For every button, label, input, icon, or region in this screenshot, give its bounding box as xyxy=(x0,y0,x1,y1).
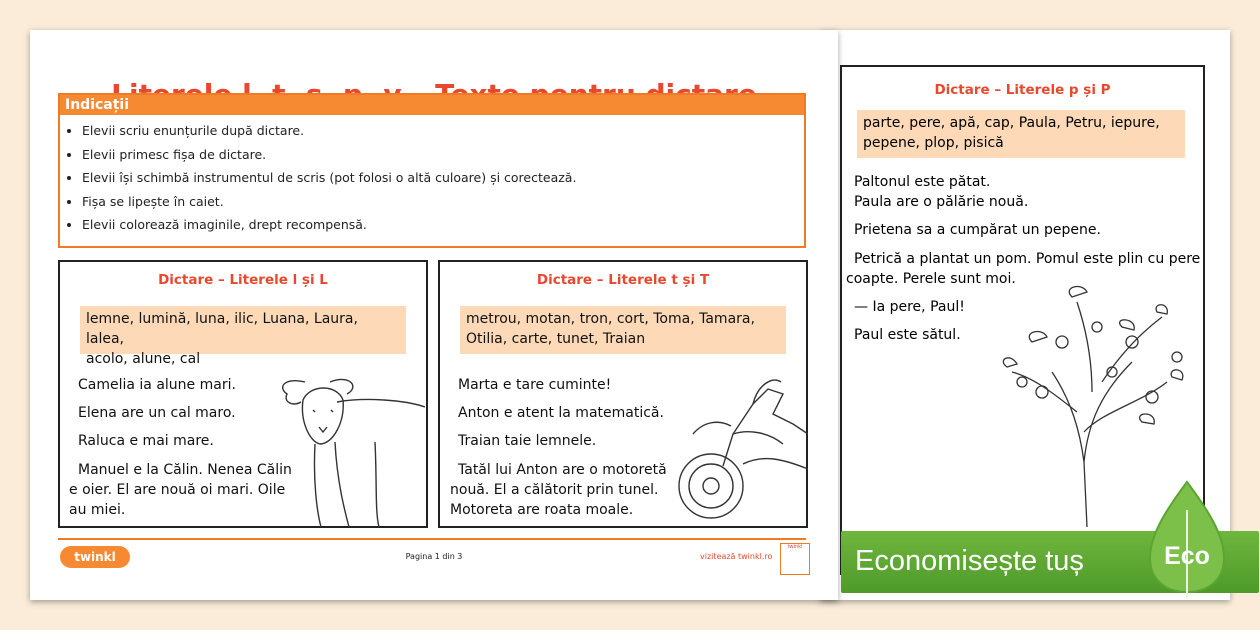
list-item: • Elevii scriu enunțurile după dictare. xyxy=(82,119,804,143)
sentence: Manuel e la Călin. Nenea Călin xyxy=(78,462,292,478)
sentence: Camelia ia alune mari. xyxy=(78,377,236,393)
sentence: Paltonul este pătat. xyxy=(854,174,991,190)
word-list xyxy=(857,110,1185,158)
sentence: e oier. El are nouă oi mari. Oile xyxy=(69,482,286,498)
sentence: Anton e atent la matematică. xyxy=(458,405,664,421)
visit-link[interactable]: vizitează twinkl.ro xyxy=(700,552,773,561)
motorcycle-illustration xyxy=(673,374,808,524)
list-item: • Elevii colorează imaginile, drept recompensă. xyxy=(82,213,804,237)
box-title: Dictare – Literele l și L xyxy=(158,272,328,288)
sentence: Petrică a plantat un pom. Pomul este plin cu pere xyxy=(854,251,1201,267)
box-title: Dictare – Literele p și P xyxy=(934,82,1111,98)
sentence: Paul este sătul. xyxy=(854,327,961,343)
dictation-box-l xyxy=(58,260,428,528)
sentence: Tatăl lui Anton are o motoretă xyxy=(458,462,667,478)
indications-list xyxy=(60,119,804,237)
twinkl-logo: twinkl xyxy=(60,546,130,568)
word-list-line: pepene, plop, pisică xyxy=(863,135,1004,151)
sentence: Paula are o pălărie nouă. xyxy=(854,194,1029,210)
sentence: Marta e tare cuminte! xyxy=(458,377,612,393)
list-item: • Fișa se lipește în caiet. xyxy=(82,190,804,214)
word-list xyxy=(80,306,406,367)
sentence: Prietena sa a cumpărat un pepene. xyxy=(854,222,1101,238)
footer-divider xyxy=(58,538,806,540)
twinkl-badge: twinkl xyxy=(780,543,810,575)
word-list xyxy=(460,306,786,354)
word-list-line: parte, pere, apă, cap, Paula, Petru, iepure, xyxy=(863,115,1160,131)
sentence: Elena are un cal maro. xyxy=(78,405,236,421)
dictation-box-t xyxy=(438,260,808,528)
word-list-line: acolo, alune, cal xyxy=(86,351,201,367)
list-item: • Elevii își schimbă instrumentul de scris (pot folosi o altă culoare) și corectează. xyxy=(82,166,804,190)
word-list-line: Otilia, carte, tunet, Traian xyxy=(466,331,646,347)
sentence: nouă. El a călătorit prin tunel. xyxy=(450,482,659,498)
worksheet-page-1 xyxy=(30,30,838,600)
indications-panel xyxy=(58,93,806,248)
sentence: — Ia pere, Paul! xyxy=(854,299,965,315)
sentence: Raluca e mai mare. xyxy=(78,433,214,449)
sentence: Motoreta are roata moale. xyxy=(450,502,634,518)
eco-leaf-icon xyxy=(1148,480,1226,598)
page-number: Pagina 1 din 3 xyxy=(405,552,463,561)
word-list-line: lemne, lumină, luna, ilic, Luana, Laura, lalea, xyxy=(86,311,358,347)
eco-leaf-label: Eco xyxy=(1164,542,1210,570)
box-title: Dictare – Literele t și T xyxy=(536,272,710,288)
eco-label: Economisește tuș xyxy=(855,545,1084,577)
indications-heading: Indicații xyxy=(60,95,804,115)
word-list-line: metrou, motan, tron, cort, Toma, Tamara, xyxy=(466,311,755,327)
sentence: au miei. xyxy=(69,502,126,518)
sheep-illustration xyxy=(275,372,425,527)
list-item: • Elevii primesc fișa de dictare. xyxy=(82,143,804,167)
sentence: coapte. Perele sunt moi. xyxy=(846,271,1016,287)
sentence: Traian taie lemnele. xyxy=(458,433,597,449)
